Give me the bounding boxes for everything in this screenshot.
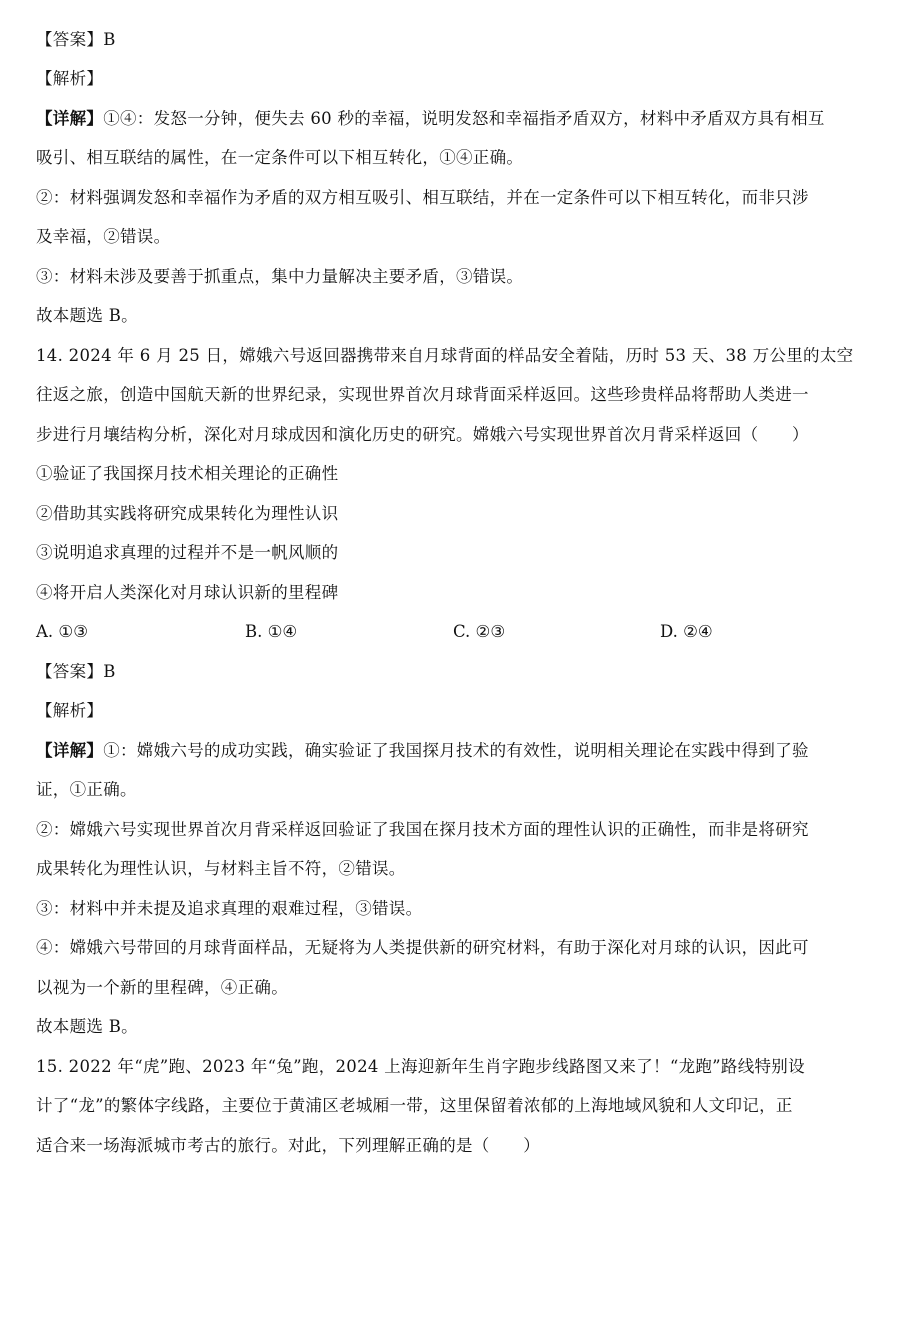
q13-detail-line-2: 吸引、相互联结的属性，在一定条件可以下相互转化，①④正确。 bbox=[36, 148, 524, 167]
q14-option-d: D. ②④ bbox=[660, 622, 713, 641]
q14-stem-line-2: 往返之旅，创造中国航天新的世界纪录，实现世界首次月球背面采样返回。这些珍贵样品将帮助人类进一 bbox=[36, 385, 809, 404]
q13-detail-line-5: ③：材料未涉及要善于抓重点，集中力量解决主要矛盾，③错误。 bbox=[36, 267, 524, 286]
q13-conclusion: 故本题选 B。 bbox=[36, 306, 138, 325]
q14-option-a: A. ①③ bbox=[36, 622, 88, 641]
q13-detail-label: 【详解】 bbox=[36, 109, 104, 128]
q14-detail-line-6: ④：嫦娥六号带回的月球背面样品，无疑将为人类提供新的研究材料，有助于深化对月球的认识，因此可 bbox=[36, 938, 809, 957]
q14-statement-2: ②借助其实践将研究成果转化为理性认识 bbox=[36, 504, 339, 523]
q13-detail-text-1: ①④：发怒一分钟，便失去 60 秒的幸福，说明发怒和幸福指矛盾双方，材料中矛盾双方具有相互 bbox=[103, 109, 825, 128]
q13-detail-line-4: 及幸福，②错误。 bbox=[36, 227, 171, 246]
q13-detail-line-3: ②：材料强调发怒和幸福作为矛盾的双方相互吸引、相互联结，并在一定条件可以下相互转化，而非只涉 bbox=[36, 188, 809, 207]
q14-option-c: C. ②③ bbox=[453, 622, 506, 641]
q14-stem-line-3: 步进行月壤结构分析，深化对月球成因和演化历史的研究。嫦娥六号实现世界首次月背采样返回（ ） bbox=[36, 425, 809, 444]
q13-analysis-label: 【解析】 bbox=[36, 69, 104, 88]
q14-detail-line-4: 成果转化为理性认识，与材料主旨不符，②错误。 bbox=[36, 859, 406, 878]
q14-statement-3: ③说明追求真理的过程并不是一帆风顺的 bbox=[36, 543, 339, 562]
q13-answer-line: 【答案】B bbox=[36, 30, 116, 49]
q14-analysis-label: 【解析】 bbox=[36, 701, 104, 720]
q15-stem-line-2: 计了“龙”的繁体字线路，主要位于黄浦区老城厢一带，这里保留着浓郁的上海地域风貌和人文印记，正 bbox=[36, 1096, 793, 1115]
q14-stem-line-1: 14. 2024 年 6 月 25 日，嫦娥六号返回器携带来自月球背面的样品安全着陆，历时 53 天、38 万公里的太空 bbox=[36, 346, 854, 365]
q14-option-b: B. ①④ bbox=[245, 622, 298, 641]
q14-detail-text-1: ①：嫦娥六号的成功实践，确实验证了我国探月技术的有效性，说明相关理论在实践中得到了验 bbox=[103, 741, 809, 760]
q14-statement-1: ①验证了我国探月技术相关理论的正确性 bbox=[36, 464, 339, 483]
q15-stem-line-3: 适合来一场海派城市考古的旅行。对此，下列理解正确的是（ ） bbox=[36, 1136, 540, 1155]
q14-statement-4: ④将开启人类深化对月球认识新的里程碑 bbox=[36, 583, 339, 602]
q14-detail-line-7: 以视为一个新的里程碑，④正确。 bbox=[36, 978, 288, 997]
q13-detail-line-1 bbox=[36, 108, 866, 130]
q14-detail-line-5: ③：材料中并未提及追求真理的艰难过程，③错误。 bbox=[36, 899, 423, 918]
q14-conclusion: 故本题选 B。 bbox=[36, 1017, 138, 1036]
q15-stem-line-1: 15. 2022 年“虎”跑、2023 年“兔”跑，2024 上海迎新年生肖字跑步线路图又来了！“龙跑”路线特别设 bbox=[36, 1057, 805, 1076]
q14-detail-line-1 bbox=[36, 740, 866, 762]
q14-detail-line-2: 证，①正确。 bbox=[36, 780, 137, 799]
q14-answer-line: 【答案】B bbox=[36, 662, 116, 681]
q14-detail-label: 【详解】 bbox=[36, 741, 104, 760]
q14-detail-line-3: ②：嫦娥六号实现世界首次月背采样返回验证了我国在探月技术方面的理性认识的正确性，而非是将研究 bbox=[36, 820, 809, 839]
